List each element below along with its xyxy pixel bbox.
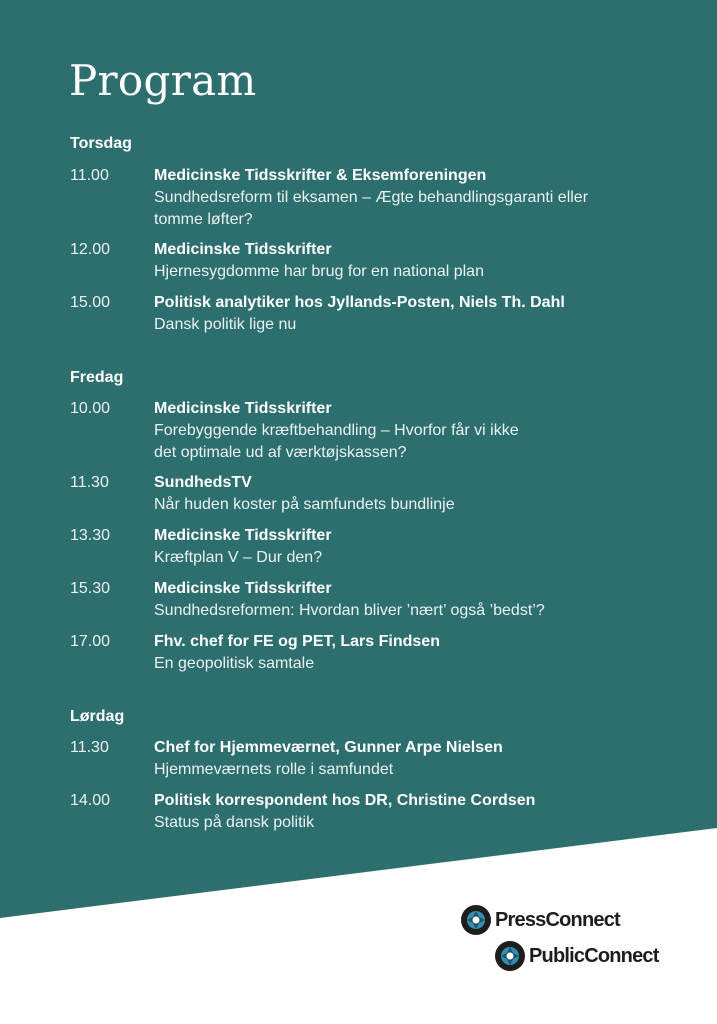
logo-text: PressConnect — [495, 908, 620, 931]
event-description — [154, 547, 654, 569]
event-description — [154, 494, 654, 516]
event-heading: SundhedsTV — [154, 474, 252, 491]
event-heading: Medicinske Tidsskrifter — [154, 400, 332, 417]
event-time: 17.00 — [70, 633, 111, 650]
day-heading-fredag: Fredag — [70, 369, 124, 386]
event-time: 12.00 — [70, 241, 111, 258]
day-heading-lordag: Lørdag — [70, 708, 125, 725]
event-description — [154, 653, 654, 675]
event-time: 10.00 — [70, 400, 111, 417]
event-heading: Fhv. chef for FE og PET, Lars Findsen — [154, 633, 440, 650]
pressconnect-logo — [460, 904, 620, 936]
event-description — [154, 420, 654, 464]
event-description-line: Forebyggende kræftbehandling – Hvorfor får vi ikke — [154, 422, 519, 439]
event-description-line: det optimale ud af værktøjskassen? — [154, 444, 407, 461]
event-heading: Politisk korrespondent hos DR, Christine Cordsen — [154, 792, 536, 809]
event-description — [154, 261, 654, 283]
event-description-line: Sundhedsreformen: Hvordan bliver ’nært’ også ’bedst’? — [154, 602, 545, 619]
event-time: 15.00 — [70, 294, 111, 311]
event-description — [154, 759, 654, 781]
event-description-line: Hjemmeværnets rolle i samfundet — [154, 761, 394, 778]
event-heading: Medicinske Tidsskrifter — [154, 527, 332, 544]
event-time: 11.30 — [70, 739, 109, 756]
event-description-line: Dansk politik lige nu — [154, 316, 297, 333]
event-description — [154, 600, 654, 622]
event-description-line: En geopolitisk samtale — [154, 655, 315, 672]
aperture-icon — [494, 940, 526, 972]
event-description-line: Status på dansk politik — [154, 814, 315, 831]
event-heading: Medicinske Tidsskrifter — [154, 241, 332, 258]
event-description-line: Kræftplan V – Dur den? — [154, 549, 323, 566]
day-heading-torsdag: Torsdag — [70, 135, 132, 152]
page-title: Program — [69, 56, 257, 105]
event-time: 14.00 — [70, 792, 111, 809]
logo-text: PublicConnect — [529, 944, 659, 967]
event-description-line: Hjernesygdomme har brug for en national plan — [154, 263, 484, 280]
event-heading: Chef for Hjemmeværnet, Gunner Arpe Nielsen — [154, 739, 503, 756]
event-description-line: tomme løfter? — [154, 211, 253, 228]
event-heading: Medicinske Tidsskrifter — [154, 580, 332, 597]
event-description — [154, 314, 654, 336]
event-heading: Medicinske Tidsskrifter & Eksemforeningen — [154, 167, 487, 184]
event-description-line: Sundhedsreform til eksamen – Ægte behandlingsgaranti eller — [154, 189, 589, 206]
event-description — [154, 187, 654, 231]
event-time: 11.30 — [70, 474, 109, 491]
publicconnect-logo — [494, 940, 659, 972]
event-description-line: Når huden koster på samfundets bundlinje — [154, 496, 455, 513]
event-time: 13.30 — [70, 527, 111, 544]
aperture-icon — [460, 904, 492, 936]
event-heading: Politisk analytiker hos Jyllands-Posten, Niels Th. Dahl — [154, 294, 565, 311]
event-time: 11.00 — [70, 167, 109, 184]
event-description — [154, 812, 654, 834]
event-time: 15.30 — [70, 580, 111, 597]
